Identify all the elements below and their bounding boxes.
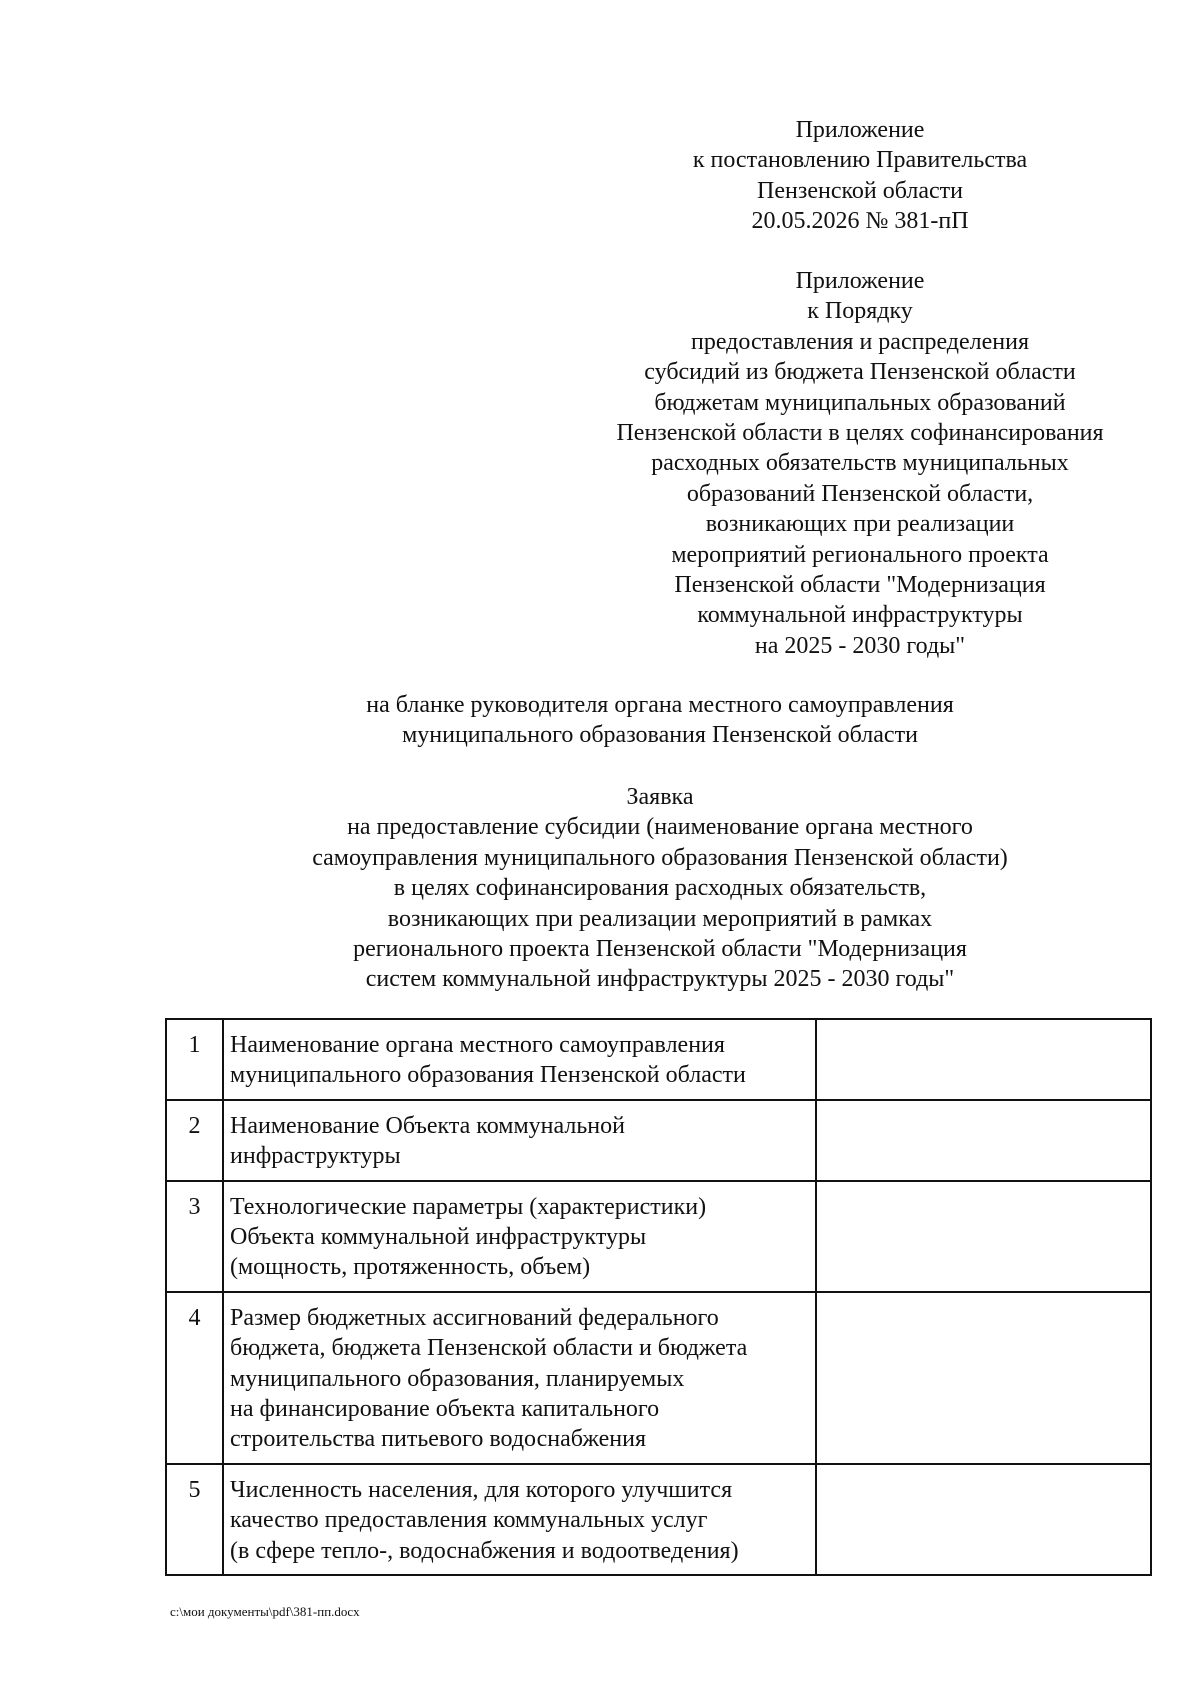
row-label-line: (мощность, протяженность, объем) [230, 1254, 591, 1281]
table-row [166, 1464, 1151, 1575]
appendix-line: к Порядку [807, 298, 913, 325]
appendix-line: Приложение [795, 268, 925, 294]
appendix-line: предоставления и распределения [691, 328, 1029, 355]
row-label [223, 1019, 816, 1100]
row-label-line: (в сфере тепло-, водоснабжения и водоотведения) [230, 1537, 739, 1564]
letterhead-line: муниципального образования Пензенской области [402, 722, 918, 749]
appendix-line: возникающих при реализации [705, 511, 1015, 538]
row-label-line: на финансирование объекта капитального [230, 1396, 660, 1423]
row-label [223, 1100, 816, 1181]
row-label [223, 1464, 816, 1575]
row-value-field[interactable] [816, 1019, 1151, 1100]
application-subtitle-line: систем коммунальной инфраструктуры 2025 - 2030 годы" [365, 966, 955, 993]
row-label-line: бюджета, бюджета Пензенской области и бюджета [230, 1335, 748, 1362]
row-number: 5 [166, 1464, 223, 1575]
row-label [223, 1292, 816, 1464]
row-label-line: Наименование Объекта коммунальной [230, 1112, 625, 1139]
row-number: 4 [166, 1292, 223, 1464]
file-path-footer: c:\мои документы\pdf\381-пп.docx [170, 1604, 360, 1619]
letterhead-note [220, 690, 1100, 751]
row-label-line: муниципального образования, планируемых [230, 1365, 685, 1392]
appendix-line: Пензенской области "Модернизация [674, 572, 1046, 599]
row-label-line: инфраструктуры [230, 1143, 401, 1170]
application-form-table [165, 1018, 1152, 1576]
application-subtitle-line: в целях софинансирования расходных обязательств, [393, 875, 927, 902]
table-row [166, 1019, 1151, 1100]
row-value-field[interactable] [816, 1100, 1151, 1181]
appendix-line: коммунальной инфраструктуры [697, 602, 1023, 629]
row-number: 2 [166, 1100, 223, 1181]
row-label-line: муниципального образования Пензенской области [230, 1062, 746, 1089]
appendix-line: на 2025 - 2030 годы" [754, 632, 966, 659]
row-label-line: качество предоставления коммунальных услуг [230, 1507, 708, 1534]
application-heading [220, 782, 1100, 995]
appendix-line: к постановлению Правительства [692, 147, 1028, 174]
row-label-line: Размер бюджетных ассигнований федерального [230, 1304, 719, 1331]
row-label-line: Технологические параметры (характеристики) [230, 1193, 707, 1220]
appendix-line: субсидий из бюджета Пензенской области [644, 359, 1076, 386]
appendix-line: Пензенской области в целях софинансирования [616, 420, 1104, 447]
letterhead-line: на бланке руководителя органа местного самоуправления [366, 692, 954, 718]
appendix-line: Пензенской области [757, 177, 963, 204]
appendix-line: образований Пензенской области, [686, 480, 1034, 507]
row-number: 1 [166, 1019, 223, 1100]
application-subtitle-line: самоуправления муниципального образования Пензенской области) [312, 844, 1008, 871]
application-subtitle-line: регионального проекта Пензенской области "Модернизация [353, 936, 967, 963]
row-value-field[interactable] [816, 1464, 1151, 1575]
row-label [223, 1181, 816, 1292]
appendix-line: Приложение [795, 117, 925, 143]
row-value-field[interactable] [816, 1292, 1151, 1464]
row-label-line: Объекта коммунальной инфраструктуры [230, 1224, 647, 1251]
appendix-line: расходных обязательств муниципальных [651, 450, 1069, 477]
appendix-line: бюджетам муниципальных образований [654, 389, 1066, 416]
row-label-line: строительства питьевого водоснабжения [230, 1426, 647, 1453]
table-row [166, 1181, 1151, 1292]
resolution-date-number: 20.05.2026 № 381-пП [751, 208, 969, 235]
row-value-field[interactable] [816, 1181, 1151, 1292]
appendix-line: мероприятий регионального проекта [671, 541, 1049, 568]
application-subtitle-line: возникающих при реализации мероприятий в рамках [387, 905, 933, 932]
application-title: Заявка [626, 784, 694, 810]
appendix-procedure [560, 266, 1160, 661]
row-label-line: Численность населения, для которого улучшится [230, 1476, 733, 1503]
application-subtitle-line: на предоставление субсидии (наименование органа местного [347, 814, 973, 841]
row-number: 3 [166, 1181, 223, 1292]
table-row [166, 1292, 1151, 1464]
table-row [166, 1100, 1151, 1181]
appendix-government-resolution [660, 115, 1060, 237]
row-label-line: Наименование органа местного самоуправления [230, 1032, 725, 1058]
